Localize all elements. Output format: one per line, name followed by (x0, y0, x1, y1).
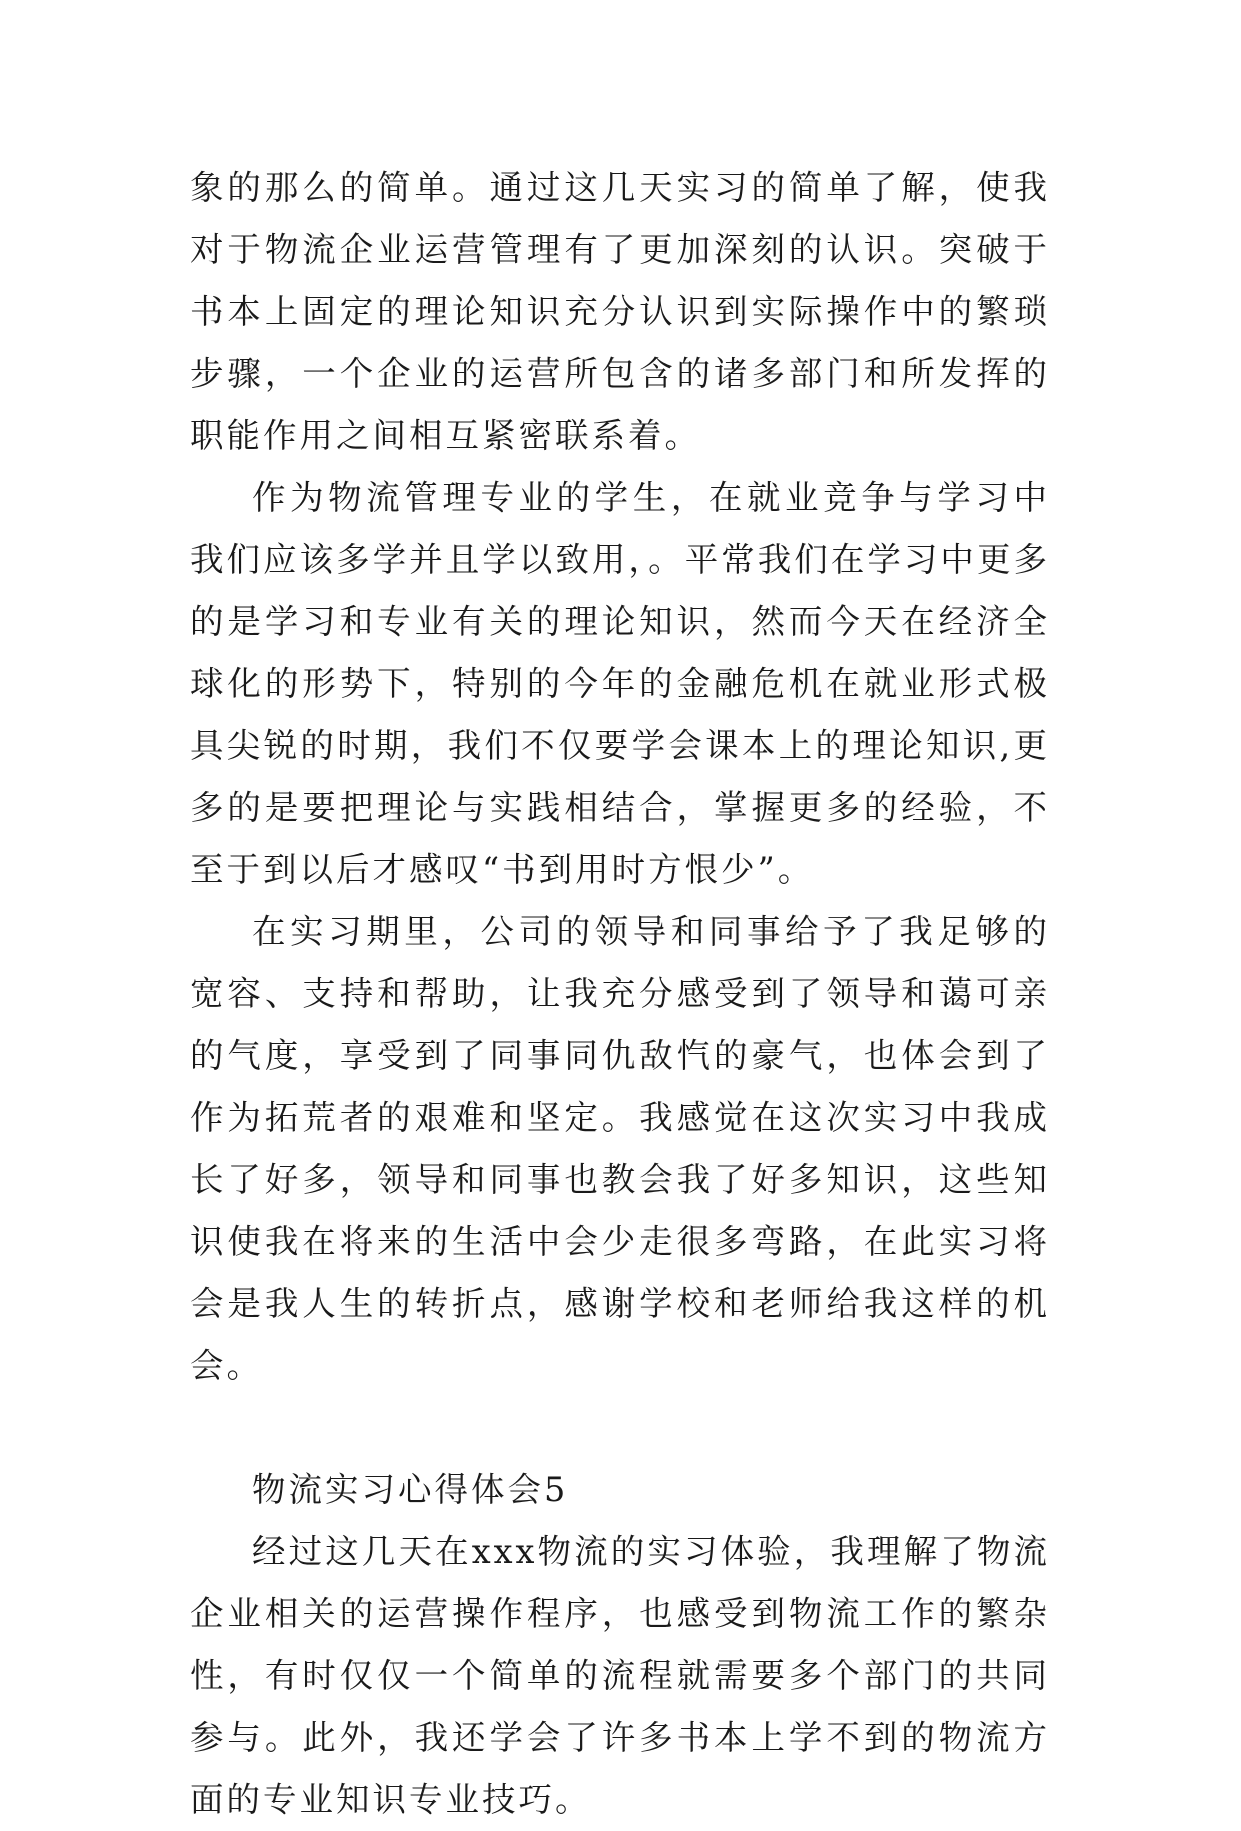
section-heading: 物流实习心得体会5 (252, 1470, 569, 1509)
paragraph-section-intro: 经过这几天在xxx物流的实习体验，我理解了物流企业相关的运营操作程序，也感受到物流工作的繁杂性，有时仅仅一个简单的流程就需要多个部门的共同参与。此外，我还学会了许多书本上学不到的物流方面的专业知识专业技巧。 (190, 1532, 1050, 1819)
paragraph-continuation: 象的那么的简单。通过这几天实习的简单了解，使我对于物流企业运营管理有了更加深刻的认识。突破于书本上固定的理论知识充分认识到实际操作中的繁琐步骤，一个企业的运营所包含的诸多部门和所发挥的职能作用之间相互紧密联系着。 (190, 168, 1050, 455)
document-page (190, 157, 1050, 1831)
paragraph-gratitude: 在实习期里，公司的领导和同事给予了我足够的宽容、支持和帮助，让我充分感受到了领导和蔼可亲的气度，享受到了同事同仇敌忾的豪气，也体会到了作为拓荒者的艰难和坚定。我感觉在这次实习中我成长了好多，领导和同事也教会我了好多知识，这些知识使我在将来的生活中会少走很多弯路，在此实习将会是我人生的转折点，感谢学校和老师给我这样的机会。 (190, 912, 1050, 1385)
paragraph-student-reflection: 作为物流管理专业的学生，在就业竞争与学习中我们应该多学并且学以致用，。平常我们在学习中更多的是学习和专业有关的理论知识，然而今天在经济全球化的形势下，特别的今年的金融危机在就业形式极具尖锐的时期，我们不仅要学会课本上的理论知识,更多的是要把理论与实践相结合，掌握更多的经验，不至于到以后才感叹“书到用时方恨少”。 (190, 478, 1050, 889)
